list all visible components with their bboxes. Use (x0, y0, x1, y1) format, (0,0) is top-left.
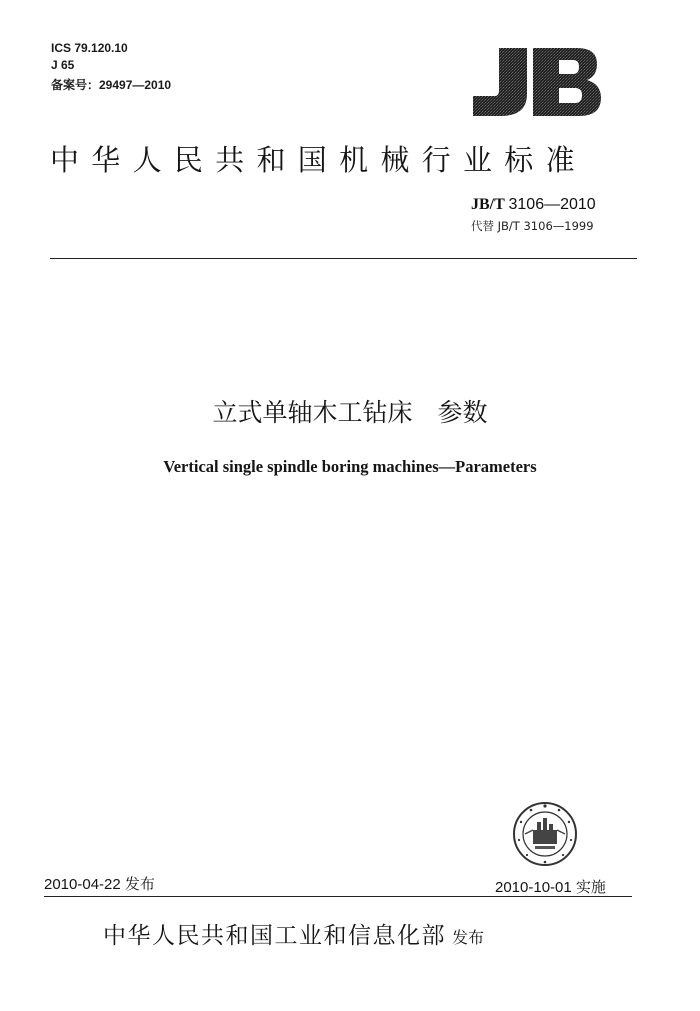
ics-code: ICS 79.120.10 (51, 41, 128, 55)
standards-seal (511, 800, 579, 868)
publisher-suffix: 发布 (452, 928, 485, 947)
filing-number: 备案号：29497—2010 (51, 78, 172, 92)
publisher-line (103, 917, 484, 950)
replaces-standard: 代替 JB/T 3106—1999 (471, 219, 594, 233)
organization-title: 中华人民共和国机械行业标准 (50, 143, 587, 177)
classification-code: J 65 (51, 58, 75, 72)
publisher-name: 中华人民共和国工业和信息化部 (103, 923, 446, 949)
header-divider (50, 258, 637, 259)
title-english: Vertical single spindle boring machines—Parameters (163, 457, 537, 476)
issue-date: 2010-04-22 发布 (44, 876, 155, 893)
title-chinese: 立式单轴木工钻床 参数 (212, 398, 488, 427)
standard-prefix: JB/T (471, 196, 509, 213)
jb-logo (469, 46, 603, 118)
implementation-date: 2010-10-01 实施 (495, 879, 606, 896)
footer-divider (44, 896, 632, 897)
standard-number (471, 196, 596, 214)
standard-number-value: 3106—2010 (508, 196, 596, 213)
